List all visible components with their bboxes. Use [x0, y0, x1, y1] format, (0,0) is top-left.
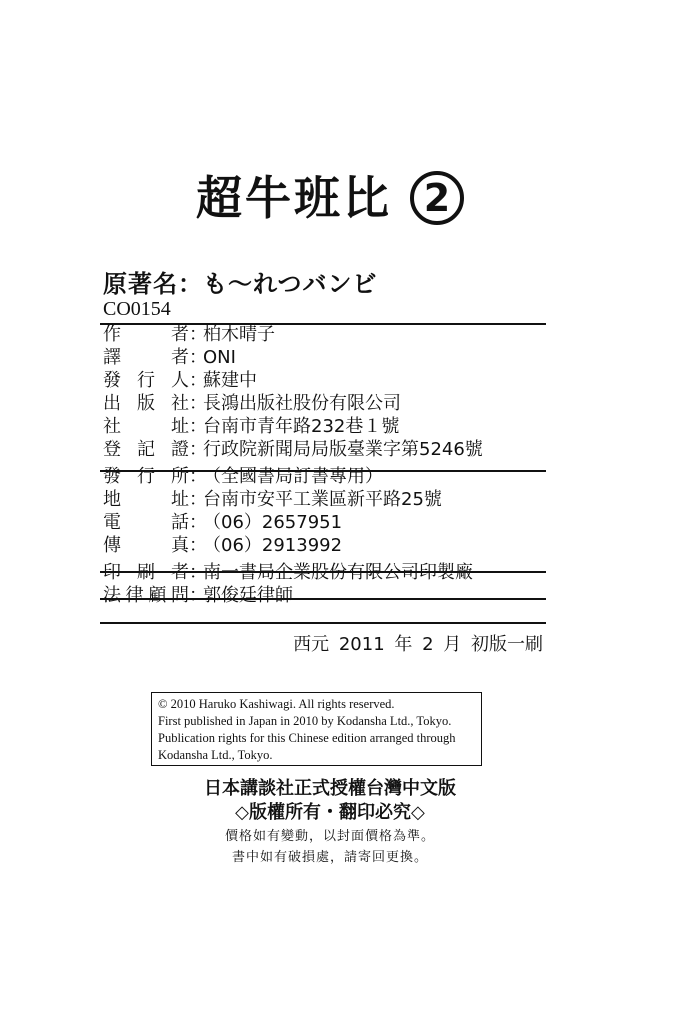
colon: ： — [189, 489, 207, 510]
colon: ： — [189, 416, 207, 437]
credits-list — [103, 323, 553, 607]
copyright-line: © 2010 Haruko Kashiwagi. All rights reserved. — [158, 697, 395, 711]
original-title: 原著名：も～れつバンビ — [103, 270, 378, 298]
book-title-text: 超牛班比 — [196, 171, 392, 225]
credit-row-company-address — [103, 415, 553, 438]
product-code: CO0154 — [103, 298, 171, 320]
credit-row-fax — [103, 534, 553, 557]
credit-value: 郭俊廷律師 — [203, 585, 293, 606]
credit-label: 發行所 — [103, 466, 189, 487]
copyright-line: First published in Japan in 2010 by Kodansha Ltd., Tokyo. — [158, 714, 452, 728]
divider — [100, 571, 546, 573]
credit-value: 柏木晴子 — [203, 324, 275, 345]
damage-notice: 書中如有破損處，請寄回更換。 — [231, 850, 428, 865]
divider — [100, 598, 546, 600]
colon: ： — [189, 585, 207, 606]
colon: ： — [189, 393, 207, 414]
credit-value: 長鴻出版社股份有限公司 — [203, 393, 401, 414]
credit-row-publisher — [103, 392, 553, 415]
credit-row-address — [103, 488, 553, 511]
colon: ： — [189, 324, 207, 345]
divider — [100, 470, 546, 472]
credit-row-translator — [103, 346, 553, 369]
credit-label: 作者 — [103, 324, 189, 345]
book-title — [0, 168, 660, 229]
credit-row-distributor — [103, 465, 553, 488]
edition-date: 西元 2011 年 2 月 初版一刷 — [293, 634, 543, 655]
credit-value: 南一書局企業股份有限公司印製廠 — [203, 562, 473, 583]
credit-label: 登記證 — [103, 439, 189, 460]
credit-label: 譯者 — [103, 347, 189, 368]
credit-label: 發行人 — [103, 370, 189, 391]
credit-label: 出版社 — [103, 393, 189, 414]
copyright-box — [151, 692, 482, 766]
colon: ： — [189, 535, 207, 556]
credit-row-author — [103, 323, 553, 346]
credit-label: 傳真 — [103, 535, 189, 556]
divider — [100, 622, 546, 624]
credit-value: 台南市安平工業區新平路25號 — [203, 489, 442, 510]
copyright-line: Kodansha Ltd., Tokyo. — [158, 748, 273, 762]
credit-label: 地址 — [103, 489, 189, 510]
credit-value: （06）2657951 — [203, 512, 343, 533]
credit-value: （全國書局訂書專用） — [203, 466, 383, 487]
authorization-notice: 日本講談社正式授權台灣中文版 — [204, 778, 456, 799]
credit-row-phone — [103, 511, 553, 534]
credit-value: （06）2913992 — [203, 535, 343, 556]
credit-value: 行政院新聞局局版臺業字第5246號 — [203, 439, 483, 460]
colon: ： — [189, 439, 207, 460]
colon: ： — [189, 466, 207, 487]
price-notice: 價格如有變動，以封面價格為準。 — [224, 829, 435, 844]
rights-notice: ◇版權所有・翻印必究◇ — [235, 802, 425, 823]
colon: ： — [189, 370, 207, 391]
credit-value: 蘇建中 — [203, 370, 257, 391]
credit-row-legal — [103, 584, 553, 607]
credit-label: 法律顧問 — [103, 585, 189, 606]
credit-label: 社址 — [103, 416, 189, 437]
copyright-line: Publication rights for this Chinese edition arranged through — [158, 731, 456, 745]
colon: ： — [189, 512, 207, 533]
credit-value: ONI — [203, 347, 236, 368]
colon: ： — [189, 562, 207, 583]
credit-value: 台南市青年路232巷１號 — [203, 416, 400, 437]
colon: ： — [189, 347, 207, 368]
credit-label: 印刷者 — [103, 562, 189, 583]
credit-row-publisher-person — [103, 369, 553, 392]
volume-number: 2 — [410, 171, 464, 225]
credit-label: 電話 — [103, 512, 189, 533]
credit-row-registration — [103, 438, 553, 461]
